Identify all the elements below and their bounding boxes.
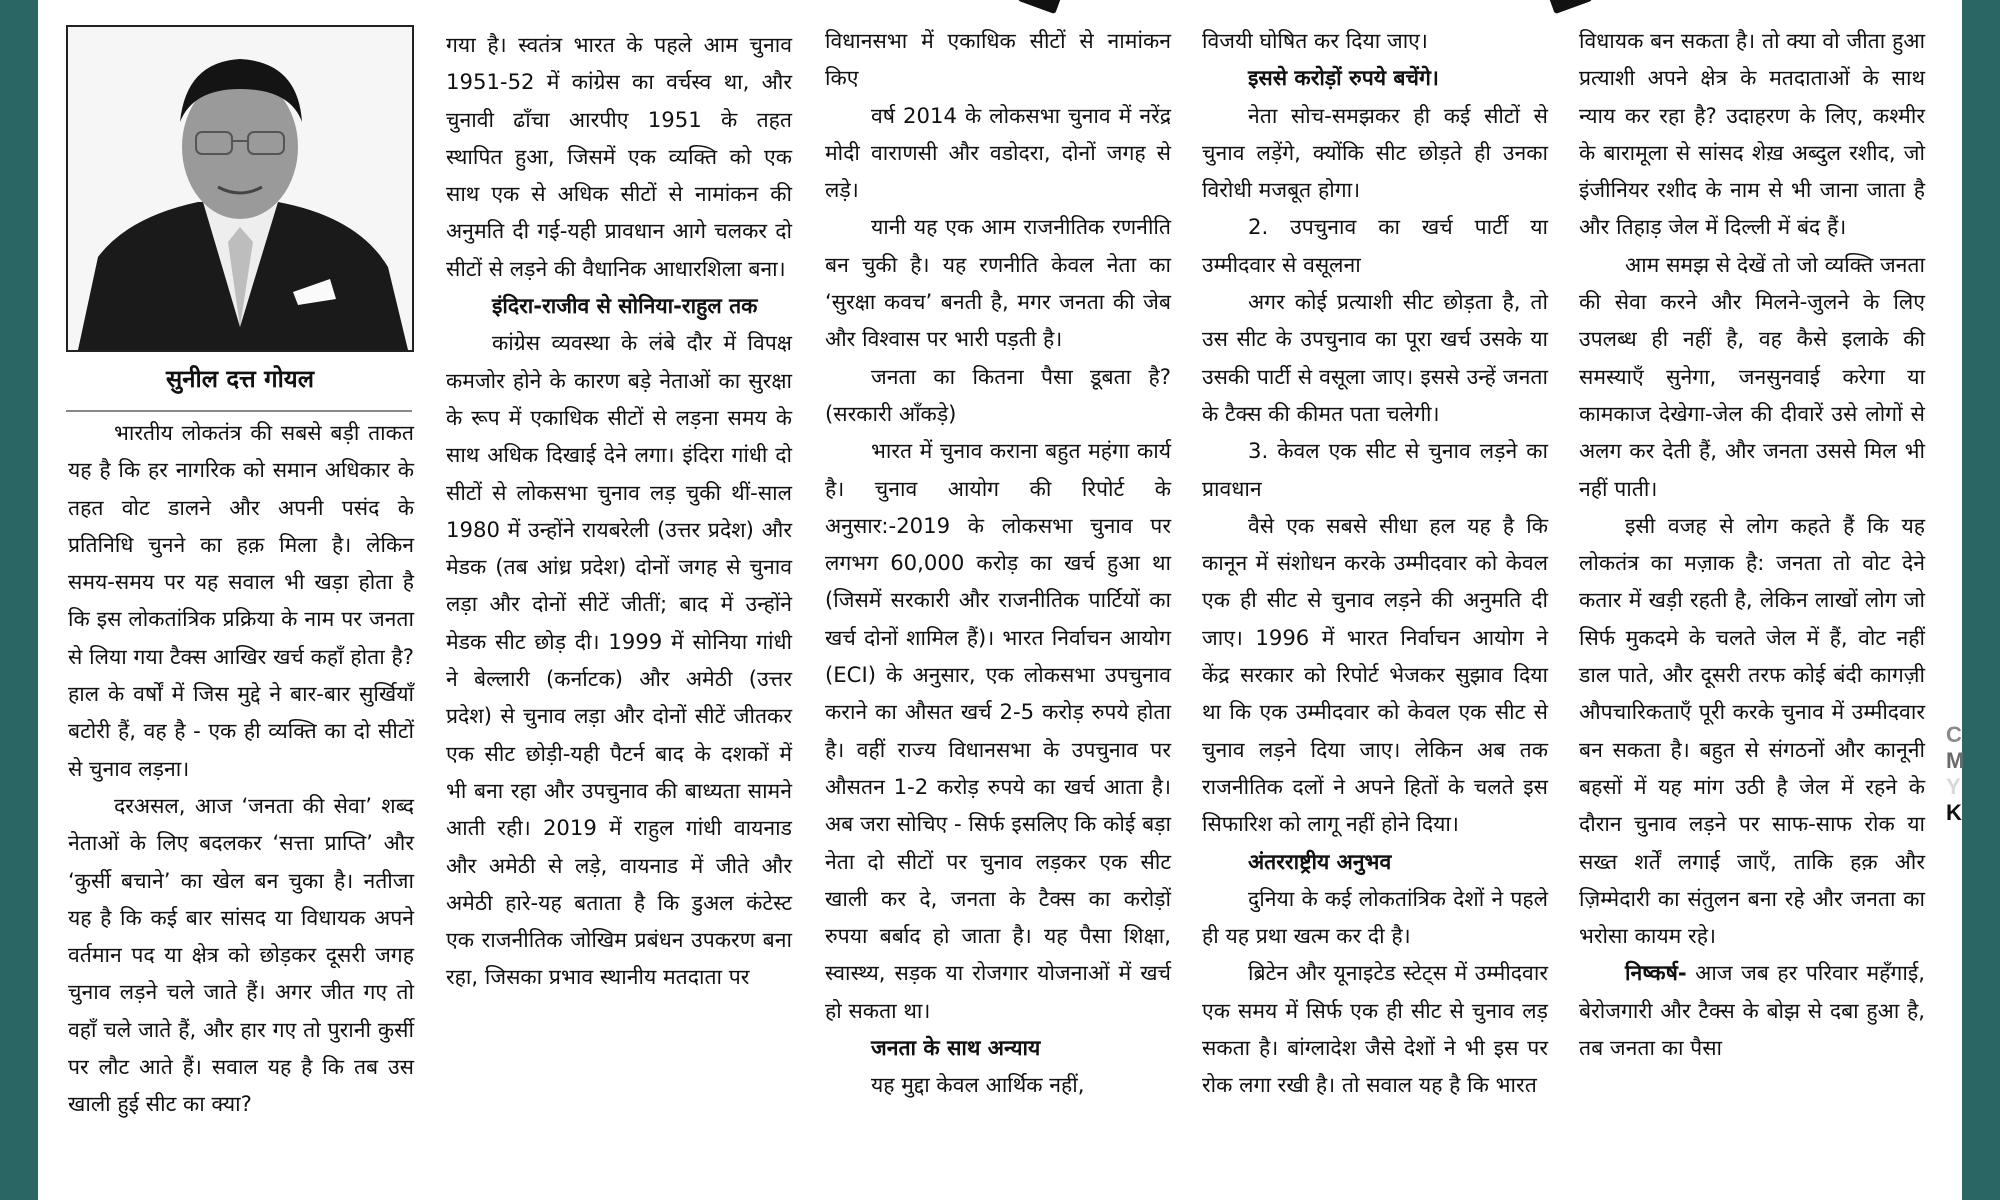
page-border-left <box>0 0 38 1200</box>
section-heading: इससे करोड़ों रुपये बचेंगे। <box>1248 65 1439 91</box>
paragraph: भारतीय लोकतंत्र की सबसे बड़ी ताकत यह है कि हर नागरिक को समान अधिकार के तहत वोट डालने और अपनी पसंद के प्रतिनिधि चुनने का हक़ मिला है। लेकिन समय-समय पर यह सवाल भी खड़ा होता है कि इस लोकतांत्रिक प्रक्रिया के नाम पर जनता से लिया गया टैक्स आखिर खर्च कहाँ होता है? हाल के वर्षों में जिस मुद्दे ने बार-बार सुर्खियाँ बटोरी हैं, वह है - एक ही व्यक्ति का दो सीटों से चुनाव लड़ना। <box>68 420 414 781</box>
paragraph: यह मुद्दा केवल आर्थिक नहीं, <box>871 1072 1085 1098</box>
print-mark-m: M <box>1946 748 1965 773</box>
author-photo <box>66 25 414 352</box>
article-column-2 <box>446 26 792 996</box>
paragraph: आम समझ से देखें तो जो व्यक्ति जनता की सेवा करने और मिलने-जुलने के लिए उपलब्ध ही नहीं है, वह कैसे इलाके की समस्याएँ सुनेगा, जनसुनवाई करेगा या कामकाज देखेगा-जेल की दीवारें उसे लोगों से अलग कर देती हैं, और जनता उससे मिल भी नहीं पाती। <box>1579 251 1925 501</box>
print-mark-k: K <box>1946 800 1962 825</box>
paragraph: जनता का कितना पैसा डूबता है? (सरकारी आँकड़े) <box>825 363 1171 426</box>
paragraph: वैसे एक सबसे सीधा हल यह है कि कानून में संशोधन करके उम्मीदवार को केवल एक ही सीट से चुनाव लड़ने की अनुमति दी जाए। 1996 में भारत निर्वाचन आयोग ने केंद्र सरकार को रिपोर्ट भेजकर सुझाव दिया था कि एक उम्मीदवार को केवल एक सीट से चुनाव लड़ने दिया जाए। लेकिन अब तक राजनीतिक दलों ने अपने हितों के चलते इस सिफारिश को लागू नहीं होने दिया। <box>1202 512 1548 837</box>
article-column-3 <box>825 22 1171 1104</box>
article-column-4 <box>1202 22 1548 1104</box>
print-mark-y: Y <box>1946 774 1961 799</box>
paragraph: ब्रिटेन और यूनाइटेड स्टेट्स में उम्मीदवार एक समय में सिर्फ एक ही सीट से चुनाव लड़ सकता है। बांग्लादेश जैसे देशों ने भी इस पर रोक लगा रखी है। तो सवाल यह है कि भारत <box>1202 960 1548 1098</box>
paragraph: दुनिया के कई लोकतांत्रिक देशों ने पहले ही यह प्रथा खत्म कर दी है। <box>1202 885 1548 949</box>
author-portrait-illustration <box>68 27 412 350</box>
conclusion-label: निष्कर्ष- <box>1625 960 1687 986</box>
paragraph: कांग्रेस व्यवस्था के लंबे दौर में विपक्ष कमजोर होने के कारण बड़े नेताओं का सुरक्षा के रूप में एकाधिक सीटों से लड़ना समय के साथ अधिक दिखाई देने लगा। इंदिरा गांधी दो सीटों से लोकसभा चुनाव लड़ चुकी थीं-साल 1980 में उन्होंने रायबरेली (उत्तर प्रदेश) और मेडक (तब आंध्र प्रदेश) दोनों जगह से चुनाव लड़ा और दोनों सीटें जीतीं; बाद में उन्होंने मेडक सीट छोड़ दी। 1999 में सोनिया गांधी ने बेल्लारी (कर्नाटक) और अमेठी (उत्तर प्रदेश) से चुनाव लड़ा और दोनों सीटें जीतकर एक सीट छोड़ी-यही पैटर्न बाद के दशकों में भी बना रहा और उपचुनाव की बाध्यता सामने आती रही। 2019 में राहुल गांधी वायनाड और अमेठी से लड़े, वायनाड में जीते और अमेठी हारे-यह बताता है कि डुअल कंटेस्ट एक राजनीतिक जोखिम प्रबंधन उपकरण बना रहा, जिसका प्रभाव स्थानीय मतदाता पर <box>446 330 792 990</box>
byline-divider <box>66 410 412 412</box>
paragraph: यानी यह एक आम राजनीतिक रणनीति बन चुकी है। यह रणनीति केवल नेता का ‘सुरक्षा कवच’ बनती है, मगर जनता की जेब और विश्वास पर भारी पड़ती है। <box>825 214 1171 352</box>
paragraph: नेता सोच-समझकर ही कई सीटों से चुनाव लड़ेंगे, क्योंकि सीट छोड़ते ही उनका विरोधी मजबूत होगा। <box>1202 102 1548 203</box>
paragraph: विधानसभा में एकाधिक सीटों से नामांकन किए <box>825 28 1171 91</box>
clipped-graphic-mark <box>1017 0 1062 14</box>
section-heading: अंतरराष्ट्रीय अनुभव <box>1248 848 1392 874</box>
article-column-5 <box>1579 22 1925 1066</box>
article-column-1 <box>68 414 414 1123</box>
clipped-graphic-mark <box>1547 0 1592 14</box>
paragraph: 2. उपचुनाव का खर्च पार्टी या उम्मीदवार से वसूलना <box>1202 214 1548 277</box>
print-mark-c: C <box>1946 722 1962 747</box>
paragraph: वर्ष 2014 के लोकसभा चुनाव में नरेंद्र मोदी वाराणसी और वडोदरा, दोनों जगह से लड़े। <box>825 102 1171 203</box>
conclusion-paragraph <box>1579 954 1925 1066</box>
paragraph: दरअसल, आज ‘जनता की सेवा’ शब्द नेताओं के लिए बदलकर ‘सत्ता प्राप्ति’ और ‘कुर्सी बचाने’ का खेल बन चुका है। नतीजा यह है कि कई बार सांसद या विधायक अपने वर्तमान पद या क्षेत्र को छोड़कर दूसरी जगह चुनाव लड़ने चले जाते हैं। अगर जीत गए तो वहाँ चले जाते हैं, और हार गए तो पुरानी कुर्सी पर लौट आते हैं। सवाल यह है कि तब उस खाली हुई सीट का क्या? <box>68 792 414 1117</box>
paragraph: 3. केवल एक सीट से चुनाव लड़ने का प्रावधान <box>1202 438 1548 501</box>
paragraph: अगर कोई प्रत्याशी सीट छोड़ता है, तो उस सीट के उपचुनाव का पूरा खर्च उसके या उसकी पार्टी से वसूला जाए। इससे उन्हें जनता के टैक्स की कीमत पता चलेगी। <box>1202 289 1548 426</box>
section-heading: जनता के साथ अन्याय <box>871 1035 1041 1061</box>
section-heading: इंदिरा-राजीव से सोनिया-राहुल तक <box>492 293 758 319</box>
paragraph: गया है। स्वतंत्र भारत के पहले आम चुनाव 1951-52 में कांग्रेस का वर्चस्व था, और चुनावी ढाँचा आरपीए 1951 के तहत स्थापित हुआ, जिसमें एक व्यक्ति को एक साथ एक से अधिक सीटों से नामांकन की अनुमति दी गई-यही प्रावधान आगे चलकर दो सीटों से लड़ने की वैधानिक आधारशिला बना। <box>446 32 792 281</box>
author-byline: सुनील दत्त गोयल <box>166 365 314 393</box>
conclusion-text: आज जब हर परिवार महँगाई, बेरोजगारी और टैक्स के बोझ से दबा हुआ है, तब जनता का पैसा <box>1579 960 1925 1061</box>
page-border-right <box>1962 0 2000 1200</box>
paragraph: विजयी घोषित कर दिया जाए। <box>1202 28 1428 53</box>
paragraph: इसी वजह से लोग कहते हैं कि यह लोकतंत्र का मज़ाक है: जनता तो वोट देने कतार में खड़ी रहती है, लेकिन लाखों लोग जो सिर्फ मुकदमे के चलते जेल में हैं, वोट नहीं डाल पाते, और दूसरी तरफ कोई बंदी कागज़ी औपचारिकताएँ पूरी करके चुनाव में उम्मीदवार बन सकता है। बहुत से संगठनों और कानूनी बहसों में यह मांग उठी है जेल में रहने के दौरान चुनाव लड़ने पर साफ-साफ रोक या सख्त शर्तें लगाई जाएँ, ताकि हक़ और ज़िम्मेदारी का संतुलन बना रहे और जनता का भरोसा कायम रहे। <box>1579 512 1925 949</box>
paragraph: भारत में चुनाव कराना बहुत महंगा कार्य है। चुनाव आयोग की रिपोर्ट के अनुसार:-2019 के लोकसभा चुनाव पर लगभग 60,000 करोड़ का खर्च हुआ था (जिसमें सरकारी और राजनीतिक पार्टियों का खर्च दोनों शामिल हैं)। भारत निर्वाचन आयोग (ECI) के अनुसार, एक लोकसभा उपचुनाव कराने का औसत खर्च 2-5 करोड़ रुपये होता है। वहीं राज्य विधानसभा के उपचुनाव पर औसतन 1-2 करोड़ रुपये का खर्च आता है। अब जरा सोचिए - सिर्फ इसलिए कि कोई बड़ा नेता दो सीटों पर चुनाव लड़कर एक सीट खाली कर दे, जनता के टैक्स का करोड़ों रुपया बर्बाद हो जाता है। यह पैसा शिक्षा, स्वास्थ्य, सड़क या रोजगार योजनाओं में खर्च हो सकता था। <box>825 438 1171 1023</box>
paragraph: विधायक बन सकता है। तो क्या वो जीता हुआ प्रत्याशी अपने क्षेत्र के मतदाताओं के साथ न्याय कर रहा है? उदाहरण के लिए, कश्मीर के बारामूला से सांसद शेख़ अब्दुल रशीद, जो इंजीनियर रशीद के नाम से भी जाना जाता है और तिहाड़ जेल में दिल्ली में बंद हैं। <box>1579 28 1925 240</box>
